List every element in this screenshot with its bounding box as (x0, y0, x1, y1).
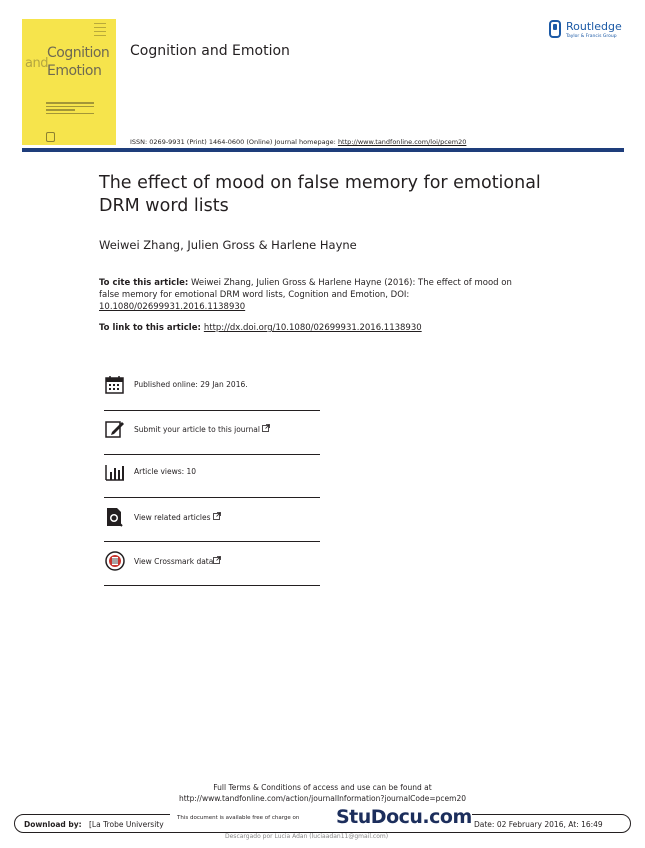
crossmark-row[interactable] (104, 550, 320, 594)
related-articles-label: View related articles (134, 513, 211, 522)
downloaded-by-user: Descargado por Lucia Adan (luciaadan11@gmail.com) (225, 833, 389, 840)
routledge-logo-icon (549, 20, 561, 38)
cover-text-lines (46, 102, 94, 116)
calendar-icon (104, 374, 126, 396)
related-articles-row[interactable] (104, 506, 320, 550)
journal-cover-image (22, 19, 116, 145)
article-title: The effect of mood on false memory for emotional DRM word lists (99, 173, 541, 216)
article-url-link[interactable]: http://dx.doi.org/10.1080/02699931.2016.1138930 (203, 323, 422, 333)
crossmark-label: View Crossmark data (134, 557, 214, 566)
submit-article-link[interactable] (134, 424, 270, 434)
edit-icon (104, 418, 126, 440)
submit-article-row[interactable] (104, 418, 320, 462)
submit-article-label: Submit your article to this journal (134, 425, 260, 434)
issn-line (130, 138, 466, 146)
terms-url[interactable]: http://www.tandfonline.com/action/journalInformation?journalCode=pcem20 (178, 794, 467, 803)
external-link-icon (213, 512, 221, 520)
article-views-row (104, 461, 320, 505)
bar-chart-icon (104, 461, 126, 483)
cite-text: Weiwei Zhang, Julien Gross & Harlene Hayne (2016): The effect of mood on false memory for emotional DRM word lists, Cognition and Emotion, DOI: (99, 278, 512, 300)
related-articles-link[interactable] (134, 512, 221, 522)
cover-emotion-text: Emotion (47, 63, 102, 79)
row-divider (104, 410, 320, 411)
cover-decoration (94, 23, 106, 43)
row-divider (104, 454, 320, 455)
link-label: To link to this article: (99, 323, 204, 333)
cover-publisher-icon (46, 132, 55, 142)
terms-line-1: Full Terms & Conditions of access and use can be found at (213, 783, 432, 792)
journal-homepage-link[interactable]: http://www.tandfonline.com/loi/pcem20 (337, 138, 467, 146)
publisher-name: Routledge (566, 20, 622, 33)
downloaded-by-value: [La Trobe University (89, 820, 164, 829)
published-date: Published online: 29 Jan 2016. (134, 380, 248, 389)
published-row (104, 374, 320, 418)
crossmark-icon (104, 550, 126, 572)
doi-link[interactable]: 10.1080/02699931.2016.1138930 (99, 302, 246, 312)
issn-text: ISSN: 0269-9931 (Print) 1464-0600 (Online) Journal homepage: (130, 138, 338, 146)
external-link-icon (213, 556, 221, 564)
cite-label: To cite this article: (99, 278, 189, 288)
row-divider (104, 585, 320, 586)
citation-block (99, 277, 529, 313)
publisher-subtitle: Taylor & Francis Group (566, 34, 617, 39)
header-rule (22, 148, 624, 152)
studocu-logo[interactable]: StuDocu.com (336, 806, 472, 828)
crossmark-link[interactable] (134, 556, 221, 566)
journal-name: Cognition and Emotion (130, 43, 290, 59)
article-link-line (99, 323, 422, 333)
studocu-note: This document is available free of charge on (177, 815, 300, 821)
download-date: Date: 02 February 2016, At: 16:49 (474, 820, 603, 829)
search-document-icon (104, 506, 126, 528)
article-authors: Weiwei Zhang, Julien Gross & Harlene Hayne (99, 238, 357, 252)
cover-and-text: and (25, 56, 48, 71)
downloaded-by-label: Download by: (24, 820, 82, 829)
row-divider (104, 497, 320, 498)
row-divider (104, 541, 320, 542)
article-views-count: Article views: 10 (134, 467, 197, 476)
external-link-icon (262, 424, 270, 432)
cover-cognition-text: Cognition (47, 45, 110, 61)
